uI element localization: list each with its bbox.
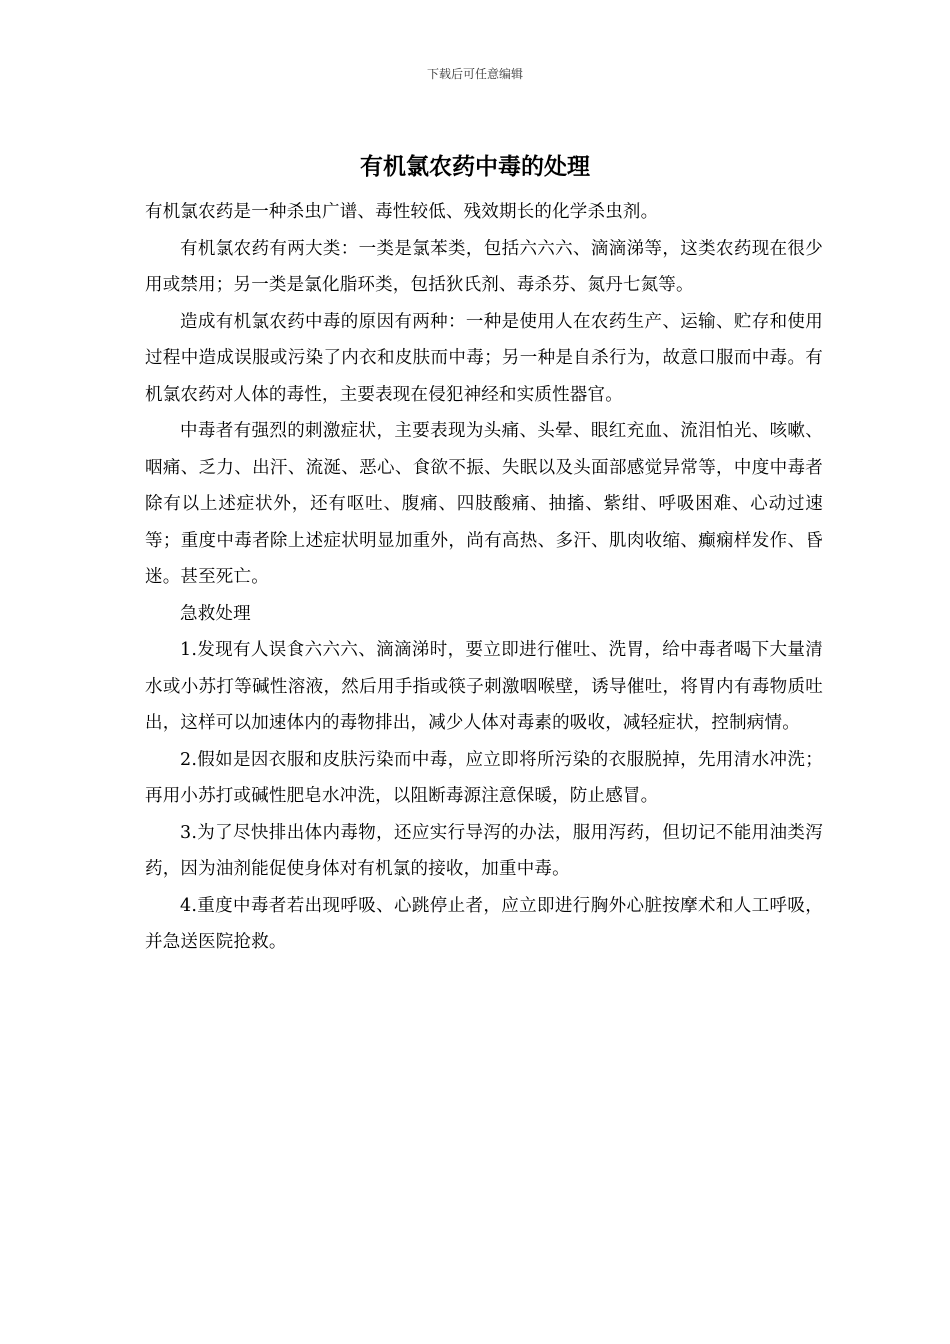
paragraph-intro: 有机氯农药是一种杀虫广谱、毒性较低、残效期长的化学杀虫剂。	[145, 202, 659, 222]
list-item-step-1: 1.发现有人误食六六六、滴滴涕时，要立即进行催吐、洗胃，给中毒者喝下大量清水或小苏打等碱性溶液，然后用手指或筷子刺激咽喉壁，诱导催吐，将胃内有毒物质吐出，这样可以加速体内的毒物排出，减少人体对毒素的吸收，减轻症状，控制病情。	[145, 640, 823, 733]
document-title: 有机氯农药中毒的处理	[360, 154, 590, 180]
list-item-step-4: 4.重度中毒者若出现呼吸、心跳停止者，应立即进行胸外心脏按摩术和人工呼吸，并急送医院抢救。	[145, 895, 823, 952]
list-item-step-3: 3.为了尽快排出体内毒物，还应实行导泻的办法，服用泻药，但切记不能用油类泻药，因为油剂能促使身体对有机氯的接收，加重中毒。	[145, 822, 823, 879]
paragraph-causes: 造成有机氯农药中毒的原因有两种：一种是使用人在农药生产、运输、贮存和使用过程中造成误服或污染了内衣和皮肤而中毒；另一种是自杀行为，故意口服而中毒。有机氯农药对人体的毒性，主要表现在侵犯神经和实质性器官。	[145, 311, 823, 405]
paragraph-types: 有机氯农药有两大类：一类是氯苯类，包括六六六、滴滴涕等，这类农药现在很少用或禁用；另一类是氯化脂环类，包括狄氏剂、毒杀芬、氮丹七氮等。	[145, 238, 823, 295]
paragraph-symptoms: 中毒者有强烈的刺激症状，主要表现为头痛、头晕、眼红充血、流泪怕光、咳嗽、咽痛、乏力、出汗、流涎、恶心、食欲不振、失眠以及头面部感觉异常等，中度中毒者除有以上述症状外，还有呕吐、腹痛、四肢酸痛、抽搐、紫绀、呼吸困难、心动过速等；重度中毒者除上述症状明显加重外，尚有高热、多汗、肌肉收缩、癫痫样发作、昏迷。甚至死亡。	[145, 421, 823, 587]
list-item-step-2: 2.假如是因衣服和皮肤污染而中毒，应立即将所污染的衣服脱掉，先用清水冲洗；再用小苏打或碱性肥皂水冲洗，以阻断毒源注意保暖，防止感冒。	[145, 749, 823, 806]
document-body	[145, 194, 823, 961]
section-heading-first-aid: 急救处理	[180, 603, 251, 624]
header-note: 下载后可任意编辑	[426, 67, 523, 81]
